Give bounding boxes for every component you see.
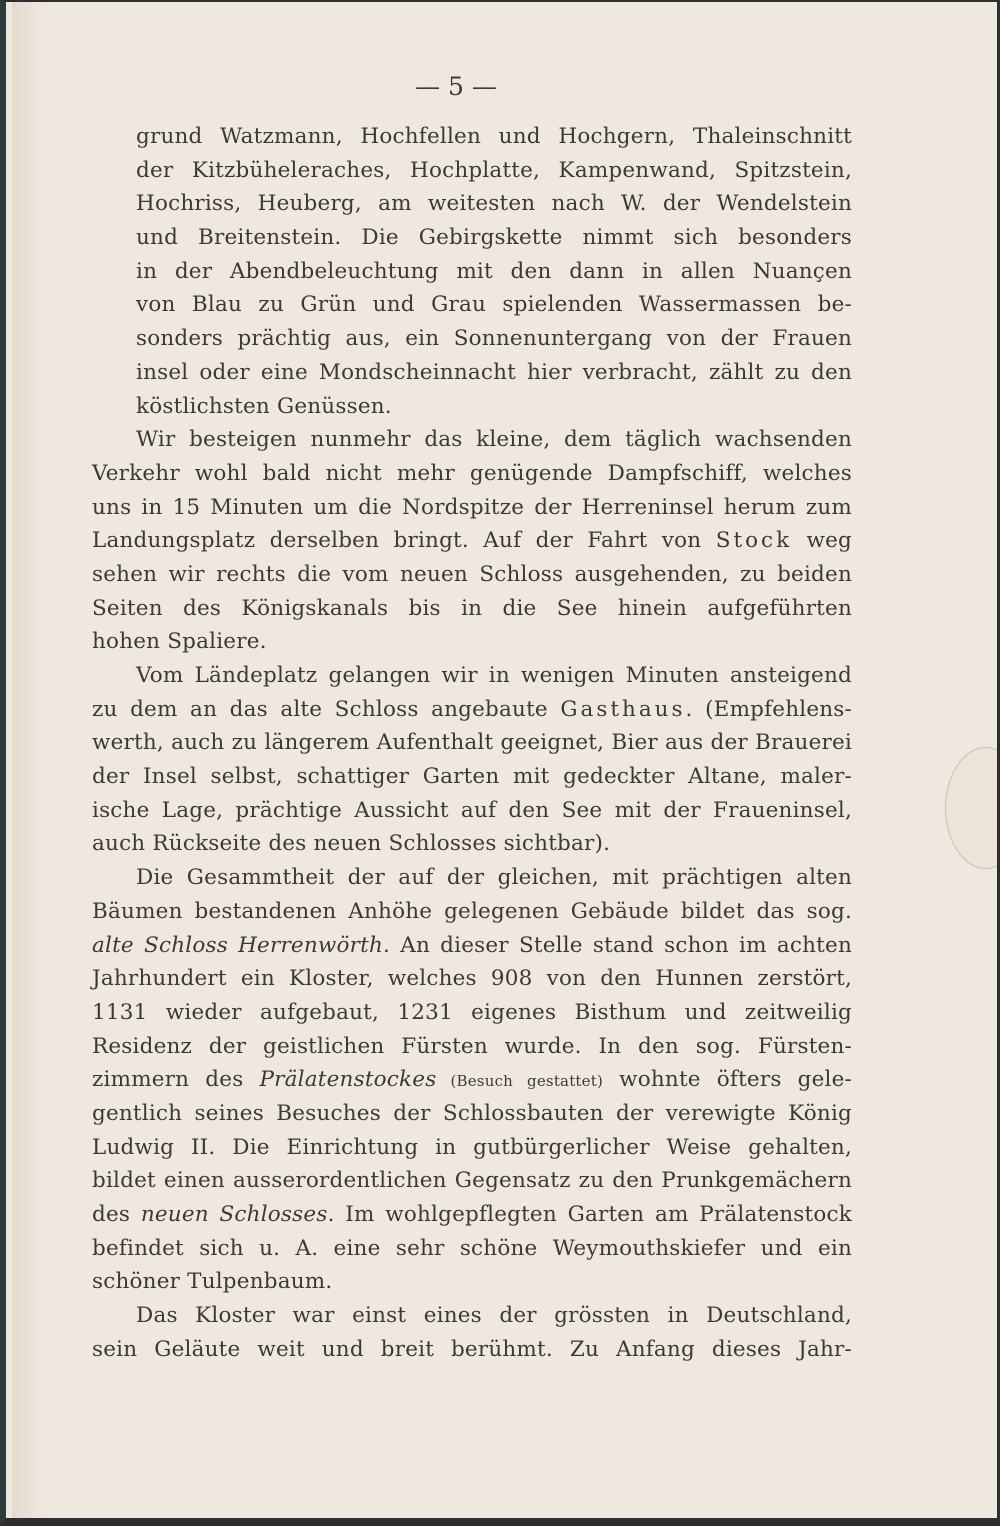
text-run: Residenz der geistlichen Fürsten wurde. In den sog. Fürsten- [92, 1033, 852, 1059]
text-line [92, 625, 852, 659]
text-run: zimmern des [92, 1067, 260, 1093]
page-gutter [12, 2, 46, 1518]
text-line [92, 1232, 852, 1266]
text-run: uns in 15 Minuten um die Nordspitze der Herreninsel herum zum [92, 494, 852, 520]
text-run: auch Rückseite des neuen Schlosses sichtbar). [92, 831, 611, 857]
text-line [92, 726, 852, 760]
text-line [92, 895, 852, 929]
text-run: bildet einen ausserordentlichen Gegensatz zu den Prunkgemächern [92, 1168, 852, 1194]
text-line [92, 962, 852, 996]
text-line [92, 255, 852, 289]
text-run: Prälatenstockes [259, 1067, 437, 1093]
text-line [92, 659, 852, 693]
text-line [92, 288, 852, 322]
text-run: Ludwig II. Die Einrichtung in gutbürgerlicher Weise gehalten, [92, 1134, 852, 1160]
text-line [92, 794, 852, 828]
text-line [92, 861, 852, 895]
text-line [92, 187, 852, 221]
text-line [92, 1265, 852, 1299]
text-run: ische Lage, prächtige Aussicht auf den See mit der Fraueninsel, [92, 797, 852, 823]
text-line [92, 1030, 852, 1064]
text-run: Gasthaus [560, 696, 686, 722]
text-run: Landungsplatz derselben bringt. Auf der Fahrt von [92, 528, 716, 554]
text-line [92, 1198, 852, 1232]
text-run: Das Kloster war einst eines der grössten in Deutschland, [136, 1303, 852, 1329]
text-run: Wir besteigen nunmehr das kleine, dem täglich wachsenden [136, 427, 852, 453]
text-run: sein Geläute weit und breit berühmt. Zu Anfang dieses Jahr- [92, 1336, 852, 1362]
text-line [92, 1333, 852, 1367]
text-run: von Blau zu Grün und Grau spielenden Wassermassen be- [136, 292, 852, 318]
text-line [92, 356, 852, 390]
text-line [92, 1063, 852, 1097]
text-run: alte Schloss Herrenwörth. [92, 932, 391, 958]
text-line [92, 322, 852, 356]
text-run: der Kitzbüheleraches, Hochplatte, Kampenwand, Spitzstein, [136, 157, 852, 183]
text-run: . Im wohlgepflegten Garten am Prälatenstock [327, 1202, 852, 1227]
text-line [92, 929, 852, 963]
text-run: An dieser Stelle stand schon im achten [390, 932, 852, 958]
text-line [92, 491, 852, 525]
text-line [92, 996, 852, 1030]
text-run: Stock [715, 528, 793, 554]
text-run: in der Abendbeleuchtung mit den dann in allen Nuançen [136, 258, 852, 284]
text-line [92, 827, 852, 861]
text-run: insel oder eine Mondscheinnacht hier verbracht, zählt zu den [136, 359, 852, 385]
text-run: wohnte öfters gele- [603, 1067, 852, 1093]
text-run: Seiten des Königskanals bis in die See hinein aufgeführten [92, 595, 852, 621]
text-run: hohen Spaliere. [92, 629, 267, 655]
text-line [92, 154, 852, 188]
text-line [92, 390, 852, 424]
text-run: schöner Tulpenbaum. [92, 1269, 333, 1295]
text-line [92, 1164, 852, 1198]
thumb-index-notch [945, 747, 1000, 869]
text-run: Jahrhundert ein Kloster, welches 908 von den Hunnen zerstört, [92, 966, 852, 992]
text-line [92, 120, 852, 154]
text-line [92, 1097, 852, 1131]
text-run: 1131 wieder aufgebaut, 1231 eigenes Bisthum und zeitweilig [92, 999, 852, 1025]
text-line [92, 1299, 852, 1333]
text-line [92, 592, 852, 626]
text-run: gentlich seines Besuches der Schlossbauten der verewigte König [92, 1100, 852, 1126]
text-line [92, 558, 852, 592]
text-line [92, 524, 852, 558]
text-run: Die Gesammtheit der auf der gleichen, mit prächtigen alten [136, 865, 852, 891]
text-run: der Insel selbst, schattiger Garten mit gedeckter Altane, maler- [92, 764, 852, 790]
body-text [92, 120, 852, 1366]
text-line [92, 457, 852, 491]
text-run: weg [792, 528, 853, 554]
text-run: sehen wir rechts die vom neuen Schloss ausgehenden, zu beiden [92, 561, 852, 587]
text-line [92, 423, 852, 457]
text-line [92, 221, 852, 255]
text-run: Hochriss, Heuberg, am weitesten nach W. der Wendelstein [136, 191, 852, 217]
text-run: Verkehr wohl bald nicht mehr genügende Dampfschiff, welches [92, 460, 852, 486]
text-run: . (Empfehlens- [685, 696, 852, 722]
text-run: befindet sich u. A. eine sehr schöne Weymouthskiefer und ein [92, 1235, 852, 1261]
text-run: grund Watzmann, Hochfellen und Hochgern, Thaleinschnitt [136, 124, 852, 149]
text-line [92, 693, 852, 727]
text-run: (Besuch gestattet) [436, 1072, 604, 1091]
text-run: zu dem an das alte Schloss angebaute [92, 696, 561, 722]
text-run: und Breitenstein. Die Gebirgskette nimmt sich besonders [136, 225, 852, 251]
text-line [92, 760, 852, 794]
text-run: Bäumen bestandenen Anhöhe gelegenen Gebäude bildet das sog. [92, 898, 852, 924]
text-run: sonders prächtig aus, ein Sonnenuntergang von der Frauen [136, 326, 852, 352]
text-run: des [92, 1202, 141, 1227]
text-run: werth, auch zu längerem Aufenthalt geeignet, Bier aus der Brauerei [92, 730, 852, 756]
text-line [92, 1131, 852, 1165]
page-number: — 5 — [415, 72, 497, 101]
text-run: Vom Ländeplatz gelangen wir in wenigen Minuten ansteigend [136, 663, 852, 688]
text-run: köstlichsten Genüssen. [136, 393, 392, 419]
text-run: neuen Schlosses [140, 1202, 328, 1227]
